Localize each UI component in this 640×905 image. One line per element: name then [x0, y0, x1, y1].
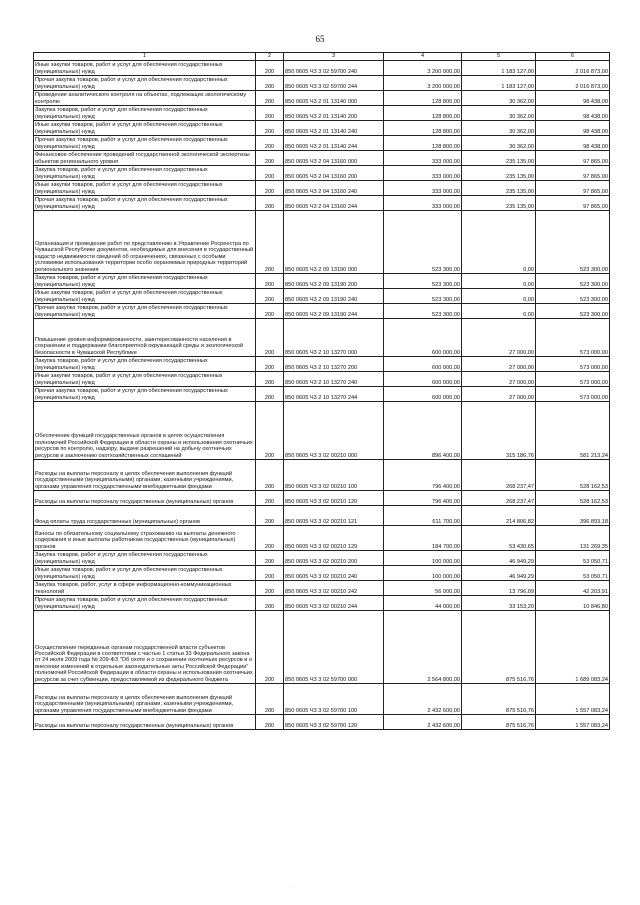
row-description: Закупка товаров, работ, услуг в сфере информационно-коммуникационных технологий	[34, 581, 256, 596]
table-row	[34, 491, 610, 506]
row-budget-code: 850 0605 Ч3 2 04 13160 000	[284, 151, 384, 166]
row-approved-amount: 523 300,00	[384, 304, 462, 319]
row-executed-amount: 268 237,47	[462, 491, 536, 506]
row-executed-amount: 235 135,00	[462, 151, 536, 166]
row-budget-code: 850 0605 Ч3 3 02 00210 240	[284, 566, 384, 581]
row-description: Закупка товаров, работ и услуг для обеспечения государственных (муниципальных) нужд	[34, 357, 256, 372]
row-description: Закупка товаров, работ и услуг для обеспечения государственных (муниципальных) нужд	[34, 274, 256, 289]
row-approved-amount: 611 700,00	[384, 506, 462, 526]
row-budget-code: 850 0605 Ч3 2 09 13190 000	[284, 211, 384, 274]
row-budget-code: 850 0605 Ч3 3 02 59700 240	[284, 61, 384, 76]
row-remaining-amount: 97 865,00	[536, 151, 610, 166]
row-description: Прочая закупка товаров, работ и услуг для обеспечения государственных (муниципальных) нужд	[34, 136, 256, 151]
row-remaining-amount: 528 162,53	[536, 491, 610, 506]
scan-mark: ·	[290, 884, 292, 890]
row-executed-amount: 46 949,29	[462, 551, 536, 566]
row-executed-amount: 1 183 127,00	[462, 76, 536, 91]
row-line-code: 200	[256, 76, 284, 91]
row-executed-amount: 27 000,00	[462, 357, 536, 372]
row-line-code: 200	[256, 566, 284, 581]
row-approved-amount: 2 432 600,00	[384, 684, 462, 715]
row-budget-code: 850 0605 Ч3 2 01 13140 000	[284, 91, 384, 106]
row-description: Закупка товаров, работ и услуг для обеспечения государственных (муниципальных) нужд	[34, 106, 256, 121]
row-line-code: 200	[256, 491, 284, 506]
row-remaining-amount: 523 300,00	[536, 211, 610, 274]
row-budget-code: 850 0605 Ч3 2 01 13140 240	[284, 121, 384, 136]
table-row	[34, 357, 610, 372]
row-description: Повышение уровня информированности, заинтересованности населения в сохранении и поддержании благоприятной окружающей среды и экологической безопасности в Чувашской Республике	[34, 319, 256, 357]
row-budget-code: 850 0605 Ч3 2 10 13270 240	[284, 372, 384, 387]
table-row	[34, 289, 610, 304]
row-budget-code: 850 0605 Ч3 2 04 13160 244	[284, 196, 384, 211]
row-remaining-amount: 97 865,00	[536, 181, 610, 196]
row-budget-code: 850 0605 Ч3 3 02 59700 000	[284, 611, 384, 684]
row-description: Взносы по обязательному социальному страхованию на выплаты денежного содержания и иные выплаты работникам государственных (муниципальных) органов	[34, 526, 256, 551]
row-remaining-amount: 528 162,53	[536, 460, 610, 491]
row-description: Прочая закупка товаров, работ и услуг для обеспечения государственных (муниципальных) нужд	[34, 304, 256, 319]
row-remaining-amount: 1 557 083,24	[536, 684, 610, 715]
row-remaining-amount: 573 000,00	[536, 372, 610, 387]
row-approved-amount: 600 000,00	[384, 357, 462, 372]
row-executed-amount: 46 949,29	[462, 566, 536, 581]
row-approved-amount: 2 432 600,00	[384, 715, 462, 730]
row-approved-amount: 523 300,00	[384, 289, 462, 304]
row-line-code: 200	[256, 121, 284, 136]
row-description: Иные закупки товаров, работ и услуг для обеспечения государственных (муниципальных) нужд	[34, 372, 256, 387]
row-description: Организация и проведение работ по представлению в Управление Росреестра по Чувашской Республике документов, необходимых для внесения в государственный кадастр недвижимости сведений об ограничениях, связанных с особыми условиями использования территории особо охраняемых природных территорий регионального значения	[34, 211, 256, 274]
row-line-code: 200	[256, 166, 284, 181]
row-line-code: 200	[256, 151, 284, 166]
row-budget-code: 850 0605 Ч3 2 10 13270 200	[284, 357, 384, 372]
row-remaining-amount: 53 050,71	[536, 566, 610, 581]
row-approved-amount: 333 000,00	[384, 166, 462, 181]
row-remaining-amount: 573 000,00	[536, 319, 610, 357]
row-remaining-amount: 581 213,24	[536, 402, 610, 460]
row-line-code: 200	[256, 596, 284, 611]
row-description: Осуществление переданных органам государственной власти субъектов Российской Федерации в соответствии с частью 1 статьи 33 Федерального закона от 24 июля 2009 года № 209-ФЗ "Об охоте и о сохранении охотничьих ресурсов и о внесении изменений в отдельные законодательные акты Российской Федерации" полномочий Российской Федерации в области охраны и использования охотничьих ресурсов за счет субвенции, предоставляемой из федерального бюджета	[34, 611, 256, 684]
table-row	[34, 566, 610, 581]
row-line-code: 200	[256, 274, 284, 289]
row-description: Закупка товаров, работ и услуг для обеспечения государственных (муниципальных) нужд	[34, 166, 256, 181]
column-header: 3	[284, 53, 384, 61]
row-approved-amount: 600 000,00	[384, 319, 462, 357]
row-description: Расходы на выплаты персоналу в целях обеспечения выполнения функций государственными (муниципальными) органами, казенными учреждениями, органами управления государственными внебюджетными фондами	[34, 460, 256, 491]
row-executed-amount: 268 237,47	[462, 460, 536, 491]
row-line-code: 200	[256, 581, 284, 596]
table-row	[34, 611, 610, 684]
row-remaining-amount: 97 865,00	[536, 196, 610, 211]
row-approved-amount: 128 800,00	[384, 136, 462, 151]
table-row	[34, 181, 610, 196]
row-line-code: 200	[256, 506, 284, 526]
row-budget-code: 850 0605 Ч3 2 09 13190 200	[284, 274, 384, 289]
row-executed-amount: 235 135,00	[462, 196, 536, 211]
row-approved-amount: 2 564 800,00	[384, 611, 462, 684]
row-approved-amount: 3 200 000,00	[384, 76, 462, 91]
row-executed-amount: 27 000,00	[462, 372, 536, 387]
column-header: 6	[536, 53, 610, 61]
row-line-code: 200	[256, 611, 284, 684]
row-executed-amount: 214 806,82	[462, 506, 536, 526]
row-remaining-amount: 42 203,91	[536, 581, 610, 596]
table-row	[34, 61, 610, 76]
row-executed-amount: 875 516,76	[462, 715, 536, 730]
row-remaining-amount: 573 000,00	[536, 387, 610, 402]
row-budget-code: 850 0605 Ч3 2 09 13190 240	[284, 289, 384, 304]
row-remaining-amount: 396 893,18	[536, 506, 610, 526]
row-budget-code: 850 0605 Ч3 2 10 13270 000	[284, 319, 384, 357]
row-line-code: 200	[256, 61, 284, 76]
row-description: Проведение аналитического контроля на объектах, подлежащих экологическому контролю	[34, 91, 256, 106]
row-line-code: 200	[256, 372, 284, 387]
row-remaining-amount: 98 438,00	[536, 121, 610, 136]
column-header: 5	[462, 53, 536, 61]
row-line-code: 200	[256, 136, 284, 151]
row-remaining-amount: 2 016 873,00	[536, 76, 610, 91]
row-line-code: 200	[256, 387, 284, 402]
row-budget-code: 850 0605 Ч3 2 01 13140 244	[284, 136, 384, 151]
row-approved-amount: 100 000,00	[384, 551, 462, 566]
row-remaining-amount: 2 016 873,00	[536, 61, 610, 76]
row-executed-amount: 875 516,76	[462, 684, 536, 715]
row-executed-amount: 0,00	[462, 274, 536, 289]
table-row	[34, 506, 610, 526]
row-description: Расходы на выплаты персоналу в целях обеспечения выполнения функций государственными (муниципальными) органами, казенными учреждениями, органами управления государственными внебюджетными фондами	[34, 684, 256, 715]
table-row	[34, 304, 610, 319]
row-remaining-amount: 53 050,71	[536, 551, 610, 566]
row-description: Иные закупки товаров, работ и услуг для обеспечения государственных (муниципальных) нужд	[34, 121, 256, 136]
row-description: Прочая закупка товаров, работ и услуг для обеспечения государственных (муниципальных) нужд	[34, 76, 256, 91]
row-approved-amount: 333 000,00	[384, 151, 462, 166]
table-row	[34, 581, 610, 596]
row-executed-amount: 30 362,00	[462, 121, 536, 136]
row-remaining-amount: 98 438,00	[536, 106, 610, 121]
row-remaining-amount: 98 438,00	[536, 136, 610, 151]
row-description: Иные закупки товаров, работ и услуг для обеспечения государственных (муниципальных) нужд	[34, 289, 256, 304]
table-row	[34, 274, 610, 289]
row-budget-code: 850 0605 Ч3 3 02 00210 129	[284, 526, 384, 551]
row-approved-amount: 600 000,00	[384, 372, 462, 387]
row-executed-amount: 0,00	[462, 304, 536, 319]
row-executed-amount: 315 186,76	[462, 402, 536, 460]
table-row	[34, 526, 610, 551]
row-budget-code: 850 0605 Ч3 2 04 13160 240	[284, 181, 384, 196]
table-row	[34, 196, 610, 211]
row-remaining-amount: 523 300,00	[536, 274, 610, 289]
row-line-code: 200	[256, 526, 284, 551]
row-line-code: 200	[256, 460, 284, 491]
table-row	[34, 402, 610, 460]
row-executed-amount: 0,00	[462, 211, 536, 274]
row-approved-amount: 796 400,00	[384, 491, 462, 506]
table-row	[34, 387, 610, 402]
row-executed-amount: 235 135,00	[462, 181, 536, 196]
row-line-code: 200	[256, 211, 284, 274]
row-budget-code: 850 0605 Ч3 3 02 00210 000	[284, 402, 384, 460]
table-row	[34, 460, 610, 491]
row-budget-code: 850 0605 Ч3 2 10 13270 244	[284, 387, 384, 402]
table-row	[34, 211, 610, 274]
row-budget-code: 850 0605 Ч3 3 02 00210 244	[284, 596, 384, 611]
row-remaining-amount: 523 300,00	[536, 289, 610, 304]
row-description: Обеспечение функций государственных органов в целях осуществления полномочий Российской Федерации в области охраны и использования охотничьих ресурсов по контролю, надзору, выдаче разрешений на добычу охотничьих ресурсов и заключению охотхозяйственных соглашений	[34, 402, 256, 460]
table-row	[34, 151, 610, 166]
row-budget-code: 850 0605 Ч3 3 02 00210 100	[284, 460, 384, 491]
table-row	[34, 136, 610, 151]
page-number: 65	[315, 34, 325, 44]
row-remaining-amount: 131 269,35	[536, 526, 610, 551]
row-executed-amount: 1 183 127,00	[462, 61, 536, 76]
budget-table	[33, 52, 610, 730]
row-line-code: 200	[256, 357, 284, 372]
row-budget-code: 850 0605 Ч3 3 02 59700 120	[284, 715, 384, 730]
row-approved-amount: 896 400,00	[384, 402, 462, 460]
row-budget-code: 850 0605 Ч3 3 02 00210 121	[284, 506, 384, 526]
row-approved-amount: 3 200 000,00	[384, 61, 462, 76]
row-executed-amount: 53 430,65	[462, 526, 536, 551]
row-approved-amount: 523 300,00	[384, 211, 462, 274]
row-approved-amount: 56 000,00	[384, 581, 462, 596]
table-row	[34, 715, 610, 730]
table-row	[34, 551, 610, 566]
row-description: Расходы на выплаты персоналу государственных (муниципальных) органов	[34, 715, 256, 730]
row-remaining-amount: 1 557 083,24	[536, 715, 610, 730]
table-row	[34, 684, 610, 715]
row-description: Расходы на выплаты персоналу государственных (муниципальных) органов	[34, 491, 256, 506]
row-description: Иные закупки товаров, работ и услуг для обеспечения государственных (муниципальных) нужд	[34, 566, 256, 581]
row-line-code: 200	[256, 304, 284, 319]
row-approved-amount: 100 000,00	[384, 566, 462, 581]
row-budget-code: 850 0605 Ч3 3 02 00210 120	[284, 491, 384, 506]
column-header: 2	[256, 53, 284, 61]
row-line-code: 200	[256, 289, 284, 304]
row-line-code: 200	[256, 551, 284, 566]
row-remaining-amount: 10 846,80	[536, 596, 610, 611]
table-row	[34, 106, 610, 121]
row-description: Прочая закупка товаров, работ и услуг для обеспечения государственных (муниципальных) нужд	[34, 596, 256, 611]
table-row	[34, 372, 610, 387]
row-line-code: 200	[256, 106, 284, 121]
row-executed-amount: 33 153,20	[462, 596, 536, 611]
row-approved-amount: 600 000,00	[384, 387, 462, 402]
row-description: Фонд оплаты труда государственных (муниципальных) органов	[34, 506, 256, 526]
table-row	[34, 596, 610, 611]
row-line-code: 200	[256, 196, 284, 211]
row-executed-amount: 30 362,00	[462, 136, 536, 151]
row-remaining-amount: 1 689 083,24	[536, 611, 610, 684]
row-budget-code: 850 0605 Ч3 3 02 59700 100	[284, 684, 384, 715]
row-approved-amount: 796 400,00	[384, 460, 462, 491]
column-header: 4	[384, 53, 462, 61]
table-row	[34, 166, 610, 181]
row-description: Иные закупки товаров, работ и услуг для обеспечения государственных (муниципальных) нужд	[34, 181, 256, 196]
table-row	[34, 76, 610, 91]
row-budget-code: 850 0605 Ч3 2 09 13190 244	[284, 304, 384, 319]
row-description: Прочая закупка товаров, работ и услуг для обеспечения государственных (муниципальных) нужд	[34, 196, 256, 211]
row-budget-code: 850 0605 Ч3 2 01 13140 200	[284, 106, 384, 121]
row-executed-amount: 30 362,00	[462, 106, 536, 121]
row-budget-code: 850 0605 Ч3 3 02 59700 244	[284, 76, 384, 91]
row-executed-amount: 27 000,00	[462, 387, 536, 402]
row-remaining-amount: 97 865,00	[536, 166, 610, 181]
row-budget-code: 850 0605 Ч3 3 02 00210 200	[284, 551, 384, 566]
table-row	[34, 319, 610, 357]
row-executed-amount: 30 362,00	[462, 91, 536, 106]
row-line-code: 200	[256, 91, 284, 106]
row-line-code: 200	[256, 402, 284, 460]
row-remaining-amount: 523 300,00	[536, 304, 610, 319]
row-description: Закупка товаров, работ и услуг для обеспечения государственных (муниципальных) нужд	[34, 551, 256, 566]
table-row	[34, 91, 610, 106]
row-executed-amount: 235 135,00	[462, 166, 536, 181]
row-approved-amount: 128 800,00	[384, 121, 462, 136]
table-row	[34, 121, 610, 136]
row-approved-amount: 44 000,00	[384, 596, 462, 611]
row-description: Иные закупки товаров, работ и услуг для обеспечения государственных (муниципальных) нужд	[34, 61, 256, 76]
row-executed-amount: 875 516,76	[462, 611, 536, 684]
row-line-code: 200	[256, 319, 284, 357]
row-remaining-amount: 573 000,00	[536, 357, 610, 372]
row-budget-code: 850 0605 Ч3 2 04 13160 200	[284, 166, 384, 181]
row-approved-amount: 333 000,00	[384, 196, 462, 211]
row-budget-code: 850 0605 Ч3 3 02 00210 242	[284, 581, 384, 596]
row-approved-amount: 128 800,00	[384, 106, 462, 121]
row-description: Прочая закупка товаров, работ и услуг для обеспечения государственных (муниципальных) нужд	[34, 387, 256, 402]
row-approved-amount: 184 700,00	[384, 526, 462, 551]
row-executed-amount: 13 796,09	[462, 581, 536, 596]
row-approved-amount: 333 000,00	[384, 181, 462, 196]
column-header: 1	[34, 53, 256, 61]
table-header-row	[34, 53, 610, 61]
row-line-code: 200	[256, 181, 284, 196]
row-line-code: 200	[256, 684, 284, 715]
row-executed-amount: 0,00	[462, 289, 536, 304]
row-remaining-amount: 98 438,00	[536, 91, 610, 106]
row-description: Финансовое обеспечение проведений государственной экологической экспертизы объектов регионального уровня	[34, 151, 256, 166]
row-line-code: 200	[256, 715, 284, 730]
row-approved-amount: 523 300,00	[384, 274, 462, 289]
row-executed-amount: 27 000,00	[462, 319, 536, 357]
row-approved-amount: 128 800,00	[384, 91, 462, 106]
